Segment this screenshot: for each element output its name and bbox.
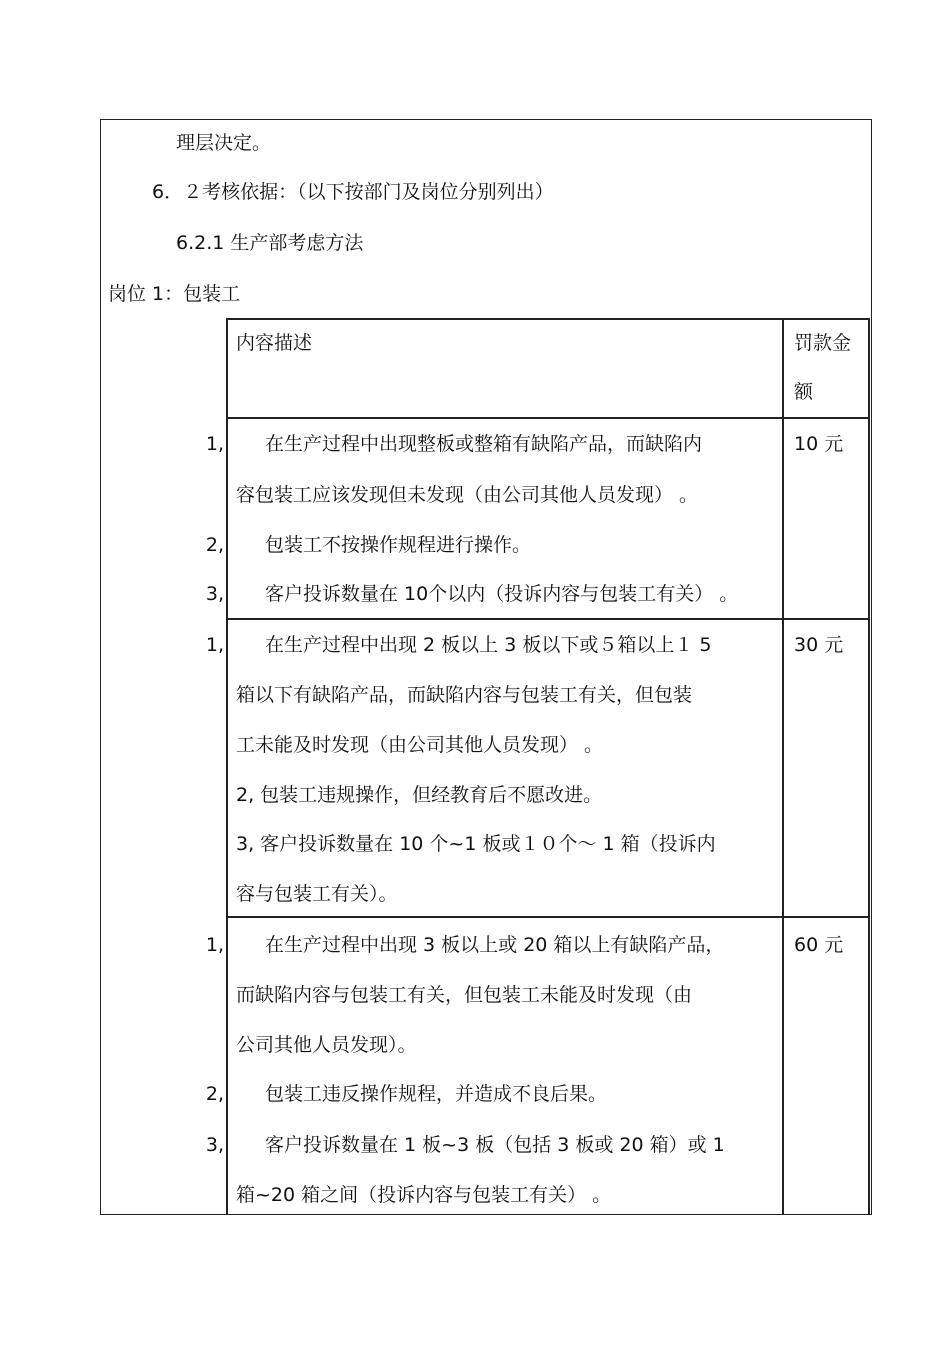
item-text: 包装工不按操作规程进行操作。 [265,534,532,556]
item-number: 3, [205,583,224,605]
text-line: 理层决定。 [176,132,272,154]
item-number: 1, [205,433,224,455]
column-header-description: 内容描述 [236,332,313,354]
item-text: 容包装工应该发现但未发现（由公司其他人员发现） 。 [236,484,699,506]
table-border-left [226,318,228,1215]
item-number: 2, [205,534,224,556]
item-text: 包装工违反操作规程，并造成不良后果。 [265,1083,608,1105]
column-header-fine: 罚款金 [794,332,852,354]
item-text: 3, 客户投诉数量在 10 个~1 板或１０个～ 1 箱（投诉内 [236,833,716,855]
item-number: 3, [205,1134,224,1156]
item-text: 工未能及时发现（由公司其他人员发现） 。 [236,734,604,756]
item-number: 1, [205,934,224,956]
item-number: 2, [205,1083,224,1105]
item-text: 而缺陷内容与包装工有关，但包装工未能及时发现（由 [236,984,693,1006]
fine-amount: 10 元 [794,433,844,455]
item-number: 1, [205,634,224,656]
fine-amount: 60 元 [794,934,844,956]
item-text: 客户投诉数量在 10个以内（投诉内容与包装工有关） 。 [265,583,739,605]
item-text: 容与包装工有关）。 [236,883,398,905]
table-border-right [868,318,870,1215]
table-row-divider [226,618,869,620]
table-column-divider [782,318,784,1215]
table-border-top [226,318,869,320]
table-row-divider [226,916,869,918]
section-heading: 6．２考核依据：（以下按部门及岗位分别列出） [152,181,554,203]
subsection-heading: 6.2.1 生产部考虑方法 [176,232,364,254]
item-text: 2, 包装工违规操作，但经教育后不愿改进。 [236,784,603,806]
item-text: 客户投诉数量在 1 板~3 板（包括 3 板或 20 箱）或 1 [265,1134,725,1156]
item-text: 在生产过程中出现 3 板以上或 20 箱以上有缺陷产品， [265,934,725,956]
item-text: 在生产过程中出现整板或整箱有缺陷产品，而缺陷内 [265,433,703,455]
table-row-divider [226,417,869,419]
item-text: 箱以下有缺陷产品，而缺陷内容与包装工有关，但包装 [236,684,693,706]
column-header-fine: 额 [794,381,814,403]
position-label: 岗位 1：包装工 [108,283,241,305]
fine-amount: 30 元 [794,634,844,656]
item-text: 箱~20 箱之间（投诉内容与包装工有关） 。 [236,1184,612,1206]
item-text: 公司其他人员发现）。 [236,1034,417,1056]
item-text: 在生产过程中出现 2 板以上 3 板以下或５箱以上１ 5 [265,634,712,656]
